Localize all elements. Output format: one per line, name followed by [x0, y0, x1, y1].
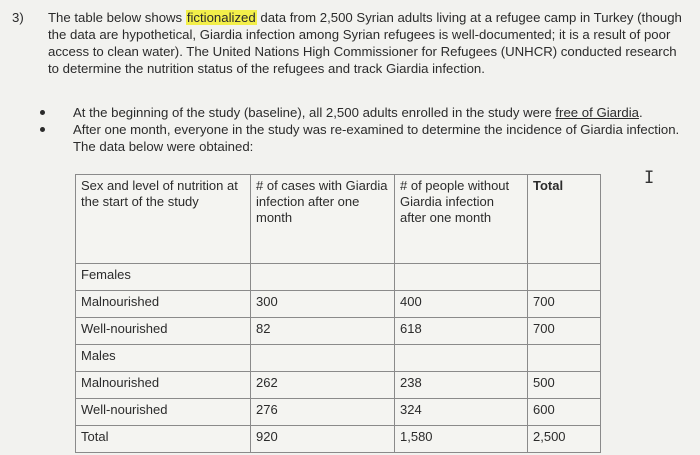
header-total: Total: [528, 175, 601, 264]
cell-total: 600: [528, 399, 601, 426]
table-row: [76, 318, 601, 345]
header-cases: # of cases with Giardia infection after one month: [251, 175, 395, 264]
question-text-before: The table below shows: [48, 10, 186, 25]
cell-without: 618: [395, 318, 528, 345]
row-label: Well-nourished: [76, 399, 251, 426]
bullet-dot-icon: [40, 110, 45, 115]
table-row: [76, 291, 601, 318]
row-label: Well-nourished: [76, 318, 251, 345]
group-label: Males: [76, 345, 251, 372]
total-label: Total: [76, 426, 251, 453]
table-row: [76, 399, 601, 426]
underlined-phrase: free of Giardia: [555, 105, 639, 120]
table-header-row: [76, 175, 601, 264]
cell-cases: 300: [251, 291, 395, 318]
group-label: Females: [76, 264, 251, 291]
question-number: 3): [12, 10, 24, 25]
header-without: # of people without Giardia infection after one month: [395, 175, 528, 264]
table-row: [76, 372, 601, 399]
table-group-males: [76, 345, 601, 372]
cell-cases: 82: [251, 318, 395, 345]
question-text-after: data from 2,500 Syrian adults living at a refugee camp in Turkey (though the data are hypothetical, Giardia infection among Syrian refugees is well-documented; it is a result of poor access to clean water). The United Nations High Commissioner for Refugees (UNHCR) conducted research to determine the nutrition status of the refugees and track Giardia infection.: [48, 10, 682, 76]
cell-total: 700: [528, 291, 601, 318]
highlighted-word: fictionalized: [186, 10, 256, 25]
header-sex-nutrition: Sex and level of nutrition at the start of the study: [76, 175, 251, 264]
bullet-item-followup: After one month, everyone in the study was re-examined to determine the incidence of Giardia infection. The data below were obtained:: [40, 121, 680, 155]
bullet-item-baseline: At the beginning of the study (baseline), all 2,500 adults enrolled in the study were free of Giardia.: [40, 104, 680, 121]
total-without: 1,580: [395, 426, 528, 453]
cell-without: 238: [395, 372, 528, 399]
row-label: Malnourished: [76, 291, 251, 318]
cell-cases: 276: [251, 399, 395, 426]
cell-total: 700: [528, 318, 601, 345]
table-group-females: [76, 264, 601, 291]
giardia-table: [75, 174, 601, 453]
row-label: Malnourished: [76, 372, 251, 399]
total-total: 2,500: [528, 426, 601, 453]
total-cases: 920: [251, 426, 395, 453]
text-cursor-icon: I: [644, 168, 655, 188]
cell-total: 500: [528, 372, 601, 399]
question-block: [12, 9, 688, 77]
cell-cases: 262: [251, 372, 395, 399]
bullet-list: [40, 104, 680, 155]
cell-without: 324: [395, 399, 528, 426]
question-text: [48, 9, 688, 77]
cell-without: 400: [395, 291, 528, 318]
bullet-dot-icon: [40, 127, 45, 132]
table-total-row: [76, 426, 601, 453]
